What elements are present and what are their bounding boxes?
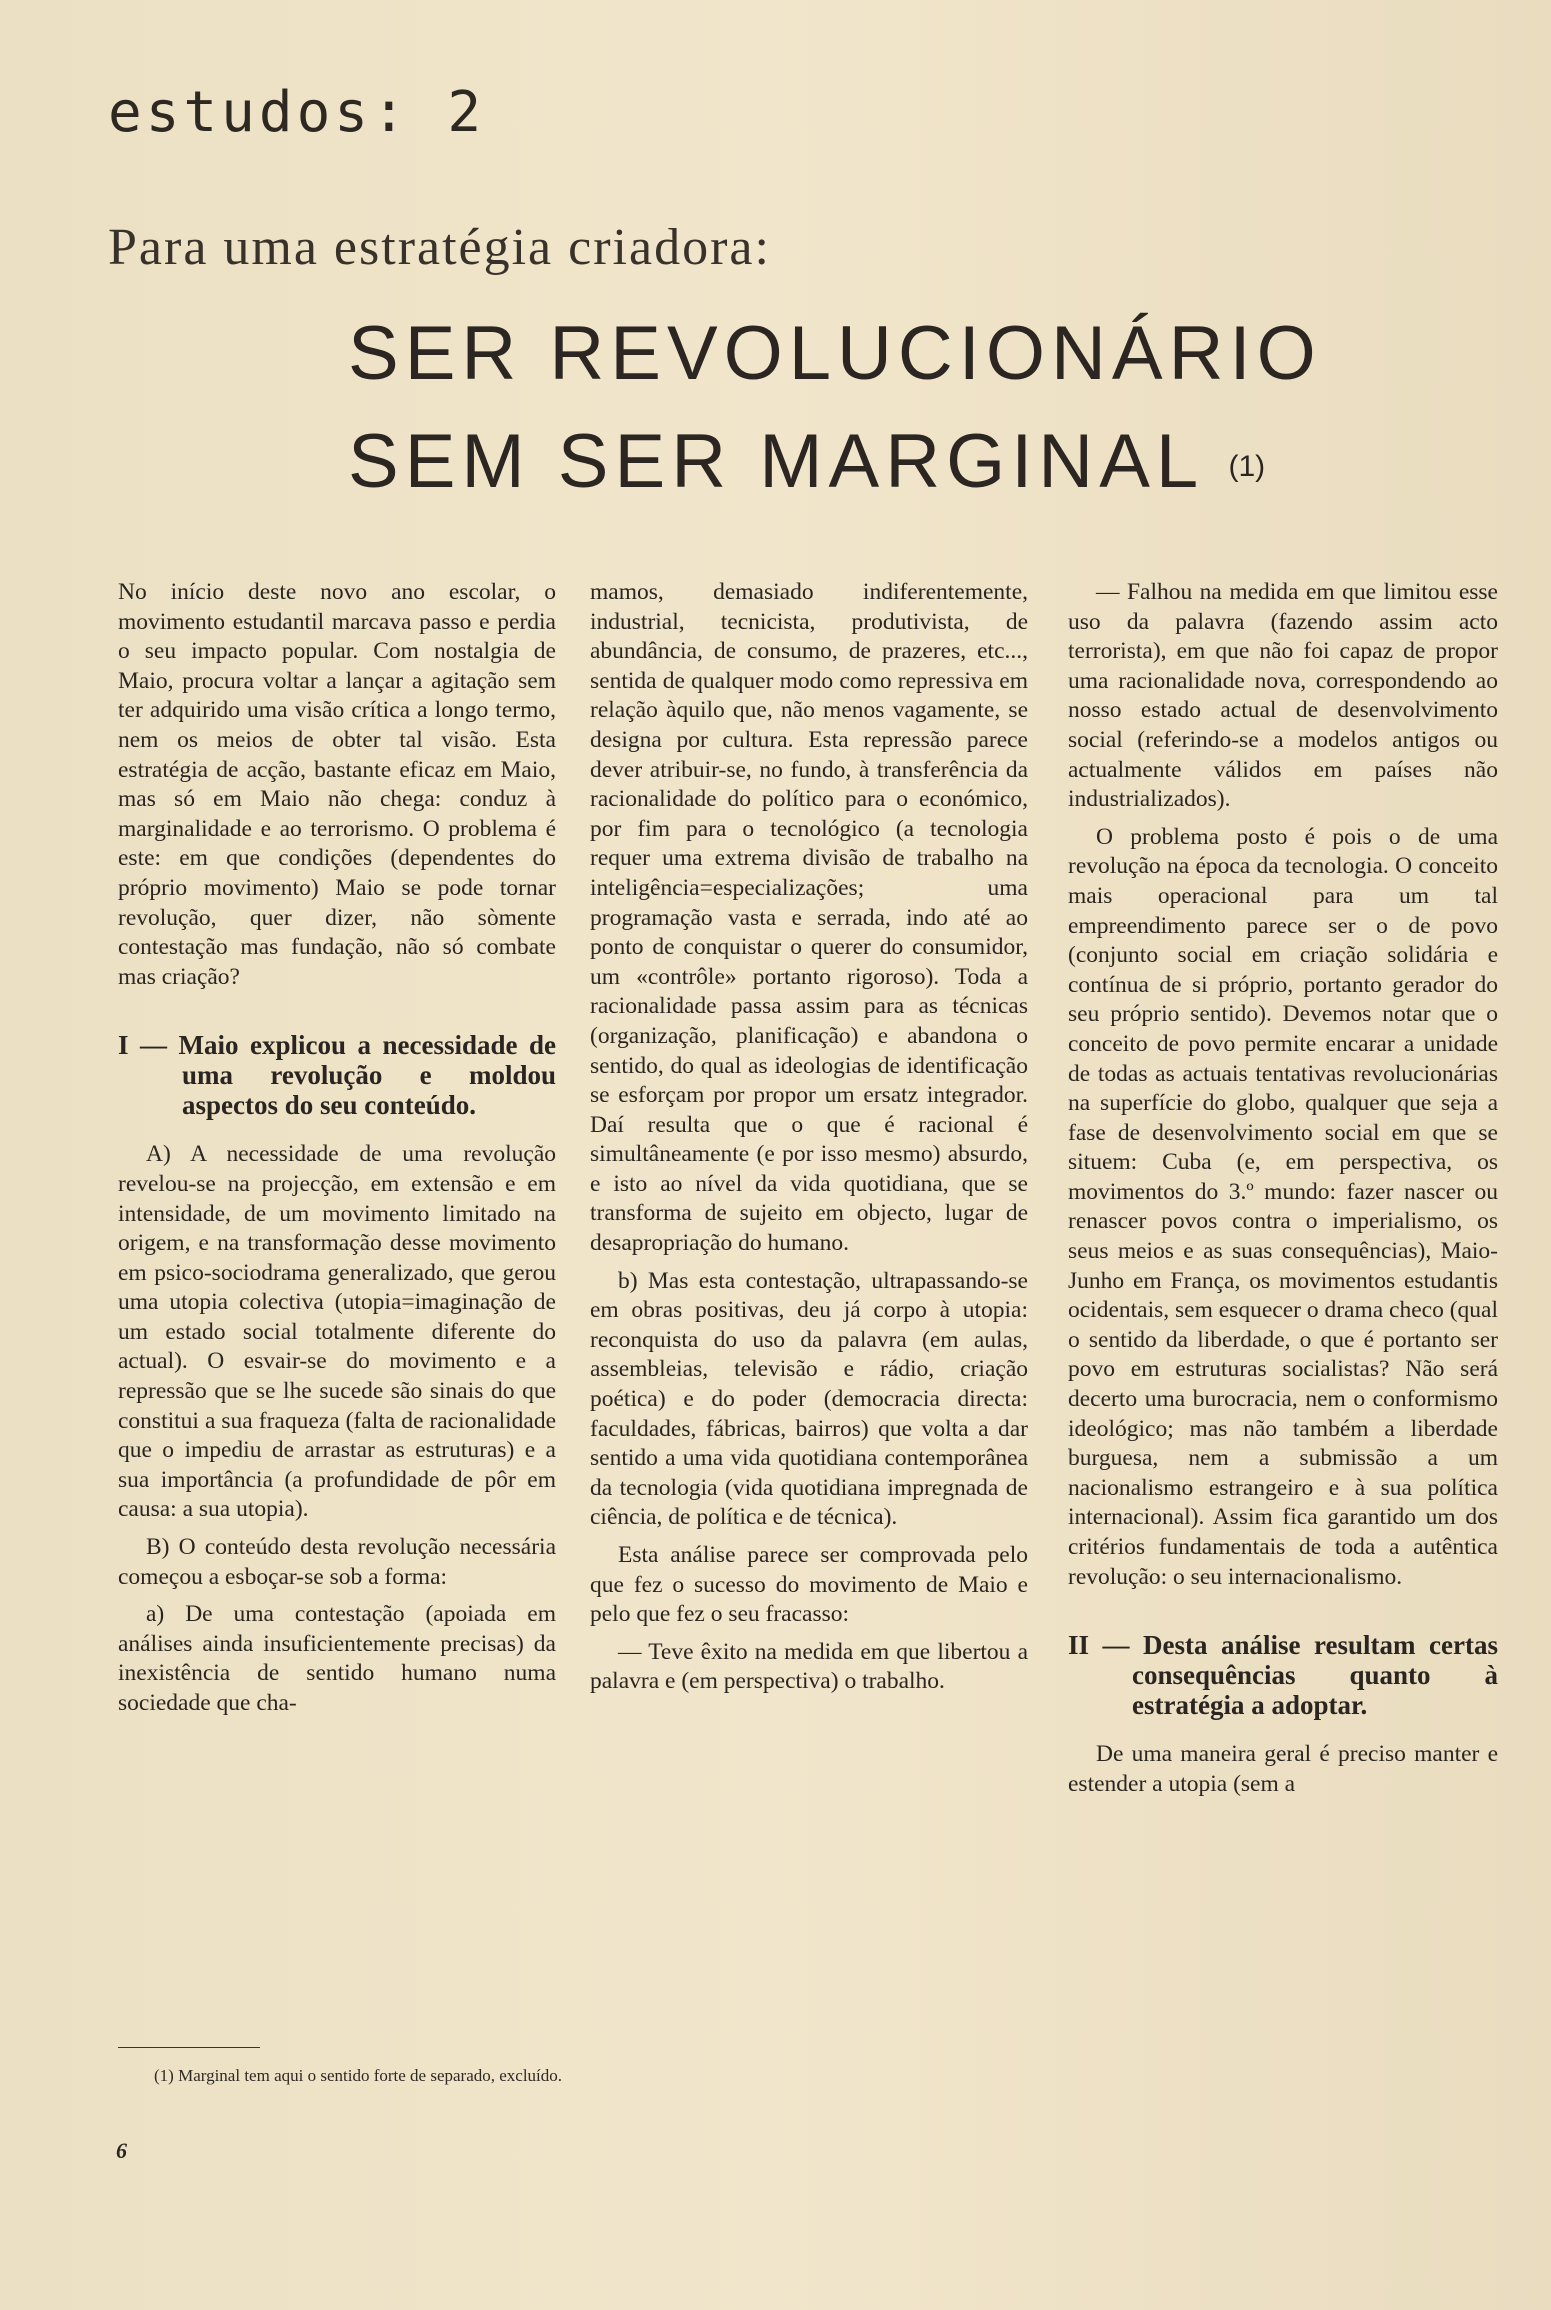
headline-line-1: SER REVOLUCIONÁRIO xyxy=(348,311,1322,396)
paragraph: mamos, demasiado indiferentemente, industrial, tecnicista, produtivista, de abundância, de consumo, de prazeres, etc..., sentida de qualquer modo como repressiva em relação àquilo que, não menos vagamente, se designa por cultura. Esta repressão parece dever atribuir-se, no fundo, à transferência da racionalidade do político para o económico, por fim para o tecnológico (a tecnologia requer uma extrema divisão de trabalho na inteligência=especializações; uma programação vasta e serrada, indo até ao ponto de conquistar o querer do consumidor, um «contrôle» portanto rigoroso). Toda a racionalidade passa assim para as técnicas (organização, planificação) e abandona o sentido, do qual as ideologias de identificação se esforçam por propor um ersatz integrador. Daí resulta que o que é racional é simultâneamente (e por isso mesmo) absurdo, e isto ao nível da vida quotidiana, que se transforma de sujeito em objecto, lugar de desapropriação do humano. xyxy=(590,579,1028,1257)
paragraph: — Falhou na medida em que limitou esse uso da palavra (fazendo assim acto terrorista), em que não foi capaz de propor uma racionalidade nova, correspondendo ao nosso estado actual de desenvolvimento social (referindo-se a modelos antigos ou actualmente válidos em países não industrializados). xyxy=(1068,579,1498,813)
text-column-1 xyxy=(118,578,556,1727)
paragraph: — Teve êxito na medida em que libertou a palavra e (em perspectiva) o trabalho. xyxy=(590,1638,1028,1695)
page-number: 6 xyxy=(116,2138,127,2163)
footnote-marker: (1) xyxy=(1228,449,1266,483)
text-column-2 xyxy=(590,578,1028,1705)
article-kicker: Para uma estratégia criadora: xyxy=(108,219,771,276)
paragraph: a) De uma contestação (apoiada em análises ainda insuficientemente precisas) da inexistência de sentido humano numa sociedade que cha- xyxy=(118,1601,556,1716)
section-heading-1: I — Maio explicou a necessidade de uma revolução e moldou aspectos do seu conteúdo. xyxy=(118,1030,556,1121)
paragraph: b) Mas esta contestação, ultrapassando-se em obras positivas, deu já corpo à utopia: reconquista do uso da palavra (em aulas, assembleias, televisão e rádio, criação poética) e do poder (democracia directa: faculdades, fábricas, bairros) que volta a dar sentido a uma vida quotidiana contemporânea da tecnologia (vida quotidiana impregnada de ciência, de política e de técnica). xyxy=(590,1267,1028,1531)
headline-line-2-text: SEM SER MARGINAL xyxy=(348,419,1202,504)
paragraph: O problema posto é pois o de uma revolução na época da tecnologia. O conceito mais operacional para um tal empreendimento parece ser o de povo (conjunto social em criação solidária e contínua de si próprio, portanto gerador do seu próprio sentido). Devemos notar que o conceito de povo permite encarar a unidade de todas as actuais tentativas revolucionárias na superfície do globo, qualquer que seja a fase de desenvolvimento social em que se situem: Cuba (e, em perspectiva, os movimentos do 3.º mundo: fazer nascer ou renascer povos contra o imperialismo, os seus meios e as suas consequências), Maio-Junho em França, os movimentos estudantis ocidentais, sem esquecer o drama checo (qual o sentido da liberdade, o que é portanto ser povo em estruturas socialistas? Não será decerto uma burocracia, nem o conformismo ideológico; mas não também a liberdade burguesa, nem a submissão a um nacionalismo estrangeiro e à sua política internacional). Assim fica garantido um dos critérios fundamentais de toda a autêntica revolução: o seu internacionalismo. xyxy=(1068,823,1498,1590)
paragraph: B) O conteúdo desta revolução necessária começou a esboçar-se sob a forma: xyxy=(118,1534,556,1590)
article-headline xyxy=(348,300,1348,521)
paragraph: Esta análise parece ser comprovada pelo que fez o sucesso do movimento de Maio e pelo que fez o seu fracasso: xyxy=(590,1542,1028,1628)
text-column-3 xyxy=(1068,578,1498,1807)
footnote: (1) Marginal tem aqui o sentido forte de separado, excluído. xyxy=(154,2066,563,2085)
paragraph: De uma maneira geral é preciso manter e estender a utopia (sem a xyxy=(1068,1741,1498,1797)
paragraph: No início deste novo ano escolar, o movimento estudantil marcava passo e perdia o seu impacto popular. Com nostalgia de Maio, procura voltar a lançar a agitação sem ter adquirido uma visão crítica a longo termo, nem os meios de obter tal visão. Esta estratégia de acção, bastante eficaz em Maio, mas só em Maio não chega: conduz à marginalidade e ao terrorismo. O problema é este: em que condições (dependentes do próprio movimento) Maio se pode tornar revolução, quer dizer, não sòmente contestação mas fundação, não só combate mas criação? xyxy=(118,579,556,990)
section-heading-2: II — Desta análise resultam certas consequências quanto à estratégia a adoptar. xyxy=(1068,1630,1498,1721)
footnote-divider xyxy=(118,2047,260,2048)
headline-line-2 xyxy=(348,408,1348,521)
paragraph: A) A necessidade de uma revolução revelou-se na projecção, em extensão e em intensidade, de um movimento limitado na origem, e na transformação desse movimento em psico-sociodrama generalizado, que gerou uma utopia colectiva (utopia=imaginação de um estado social totalmente diferente do actual). O esvair-se do movimento e a repressão que se lhe sucede são sinais do que constitui a sua fraqueza (falta de racionalidade que o impediu de arrastar as estruturas) e a sua importância (a profundidade de pôr em causa: a sua utopia). xyxy=(118,1141,556,1523)
section-label: estudos: 2 xyxy=(108,80,486,145)
